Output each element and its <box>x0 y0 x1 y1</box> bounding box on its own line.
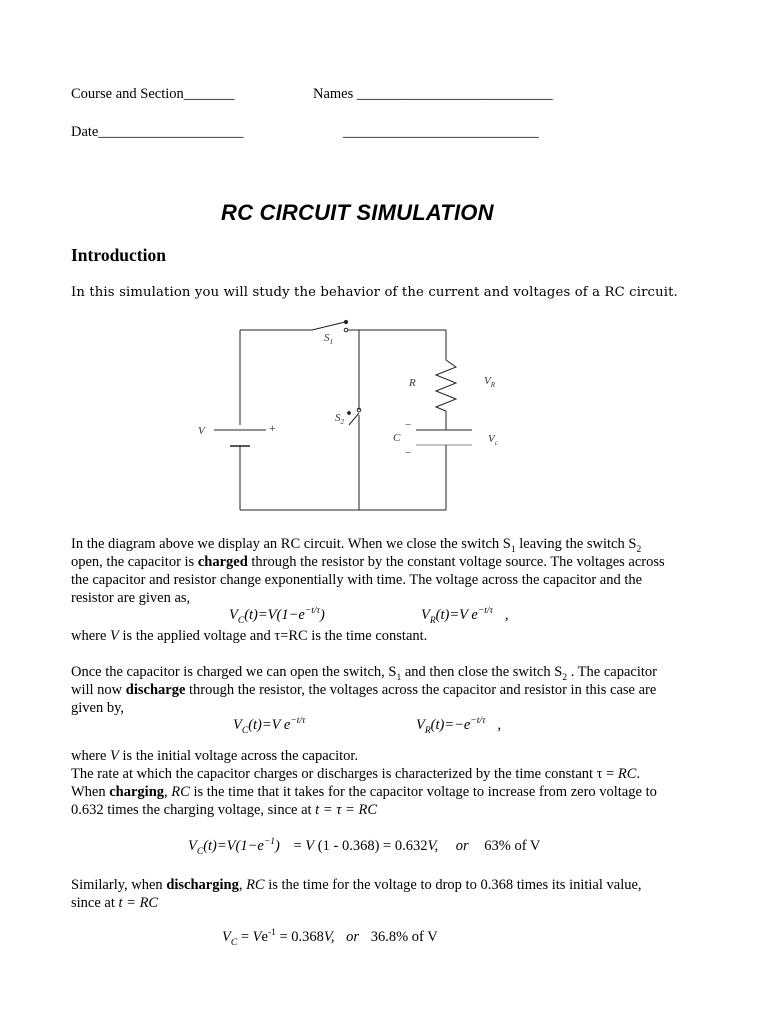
label-vr: $V_R$ <box>484 375 496 389</box>
names-field: Names ___________________________ <box>313 86 553 102</box>
equation-368: $V_C = Ve^{-1} = 0.368V$, or 36.8% of V <box>222 928 438 948</box>
paragraph-charging: In the diagram above we display an RC circuit. When we close the switch $S_1$ leaving the switch $S_2$ open, the capacitor is charged through the resistor by the constant voltage source. The voltages across the capacitor and resistor change exponentially with time. The voltage across the capacitor and the resistor are given as, <box>71 536 665 606</box>
intro-text: In this simulation you will study the behavior of the current and voltages of a RC circuit. <box>71 285 678 300</box>
equation-632: $V_C(t)=V(1-e^{-1}) = V$ (1 - 0.368) = 0.632V, or 63% of V <box>188 837 541 857</box>
page-title: RC CIRCUIT SIMULATION <box>221 200 494 225</box>
label-plus: + <box>269 421 276 435</box>
names-field-line2: ___________________________ <box>343 124 539 140</box>
equation-vc-discharging: $V_C(t)=V$ $e^{-t/\tau}$ <box>233 716 306 736</box>
paragraph-discharging: Once the capacitor is charged we can open the switch, $S_1$ and then close the switch $S_2$ . The capacitor will now discharge through the resistor, the voltages across the capacitor and resistor in this case are given by, <box>71 664 657 716</box>
where-applied-voltage: where V is the applied voltage and τ=RC is the time constant. <box>71 628 428 644</box>
label-v: V <box>198 425 205 437</box>
equation-vc-charging: $V_C(t)=V(1-e^{-t/\tau})$ <box>229 606 325 626</box>
label-s2: $S_2$ <box>335 412 344 426</box>
rc-circuit-diagram <box>190 315 510 520</box>
label-minus-bottom: − <box>405 447 412 459</box>
date-field: Date____________________ <box>71 124 244 140</box>
paragraph-time-constant: where V is the initial voltage across the capacitor. The rate at which the capacitor charges or discharges is characterized by the time constant τ = RC. When charging, RC is the time that it takes for the capacitor voltage to increase from zero voltage to 0.632 times the charging voltage, since at t = τ = RC <box>71 748 657 818</box>
label-minus-top: − <box>405 419 412 431</box>
course-section-field: Course and Section_______ <box>71 86 235 102</box>
label-s1: $S_1$ <box>324 332 333 346</box>
equation-vr-charging: $V_R(t)=V$ $e^{-t/\tau}$ , <box>421 606 509 626</box>
label-vc: $V_c$ <box>488 433 498 447</box>
label-c: C <box>393 432 401 444</box>
label-r: R <box>409 377 416 389</box>
equation-vr-discharging: $V_R(t)=-e^{-t/\tau}$ , <box>416 716 502 736</box>
section-heading-introduction: Introduction <box>71 245 166 265</box>
paragraph-discharge-time: Similarly, when discharging, RC is the time for the voltage to drop to 0.368 times its initial value, since at t = RC <box>71 877 642 911</box>
